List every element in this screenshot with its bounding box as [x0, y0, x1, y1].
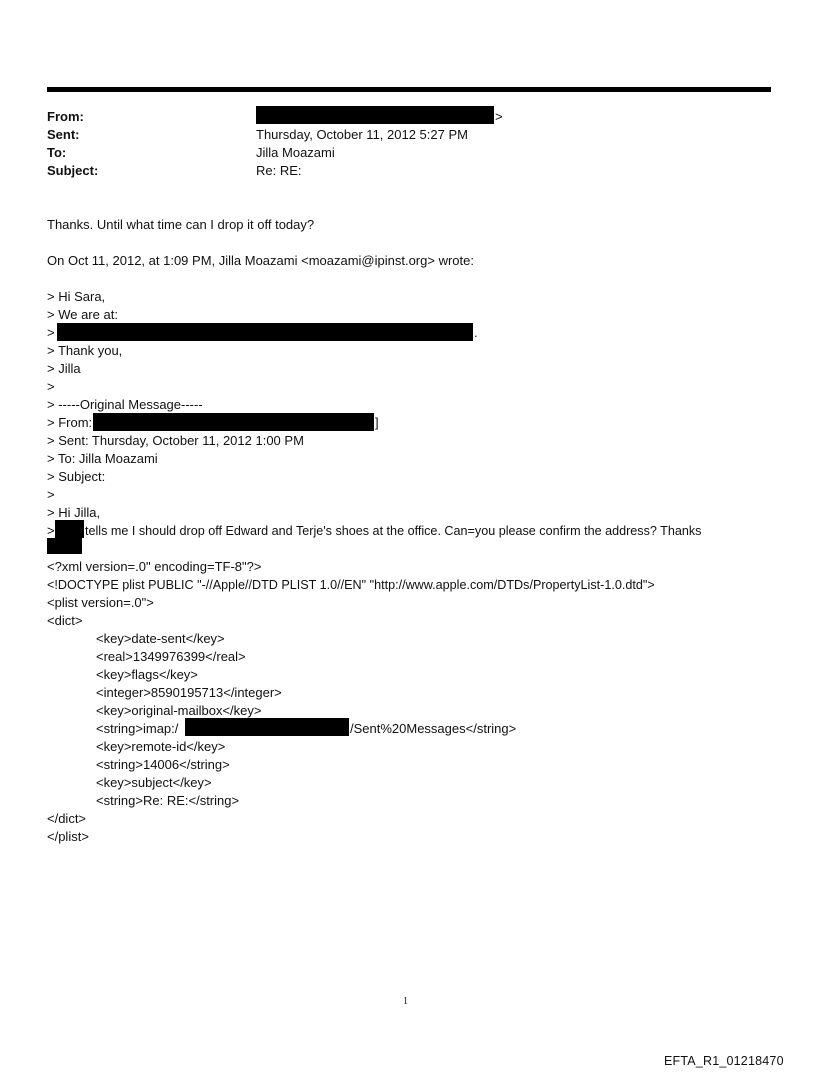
plist-line: <key>subject</key>: [96, 775, 212, 790]
sent-value: Thursday, October 11, 2012 5:27 PM: [256, 127, 468, 142]
redaction-from: [256, 106, 494, 124]
quoted-line: > Thank you,: [47, 343, 123, 358]
quoted-line-prefix: >: [47, 523, 55, 538]
quoted-line: > Subject:: [47, 469, 106, 484]
to-label: To:: [47, 145, 67, 160]
quoted-line: > Sent: Thursday, October 11, 2012 1:00 PM: [47, 433, 304, 448]
redaction-sender: [93, 413, 374, 431]
sent-label: Sent:: [47, 127, 80, 142]
quoted-line: tells me I should drop off Edward and Terje's shoes at the office. Can=you please confirm the address? Thanks: [85, 524, 702, 538]
quoted-line: > Jilla: [47, 361, 81, 376]
to-value: Jilla Moazami: [256, 145, 335, 160]
quoted-line: > We are at:: [47, 307, 118, 322]
subject-value: Re: RE:: [256, 163, 302, 178]
plist-line-prefix: <string>imap:/: [96, 721, 179, 736]
redaction-name: [55, 520, 84, 538]
plist-line: <integer>8590195713</integer>: [96, 685, 282, 700]
plist-line: <dict>: [47, 613, 83, 628]
attribution-line: On Oct 11, 2012, at 1:09 PM, Jilla Moazami <moazami@ipinst.org> wrote:: [47, 253, 474, 268]
quoted-line: >: [47, 379, 55, 394]
plist-line: <key>flags</key>: [96, 667, 198, 682]
redaction-address: [57, 323, 473, 341]
plist-line: <key>original-mailbox</key>: [96, 703, 262, 718]
plist-line: <!DOCTYPE plist PUBLIC "-//Apple//DTD PLIST 1.0//EN" "http://www.apple.com/DTDs/PropertyList-1.0.dtd">: [47, 578, 655, 592]
quoted-line: > -----Original Message-----: [47, 397, 203, 412]
redaction-signature: [47, 538, 82, 554]
page-number: 1: [403, 996, 408, 1007]
plist-line: <string>Re: RE:</string>: [96, 793, 240, 808]
from-label: From:: [47, 109, 84, 124]
plist-line: <plist version=.0">: [47, 595, 154, 610]
reply-text: Thanks. Until what time can I drop it off today?: [47, 217, 315, 232]
plist-line: </dict>: [47, 811, 87, 826]
quoted-line: > Hi Jilla,: [47, 505, 101, 520]
quoted-line-suffix: ]: [375, 415, 379, 430]
document-id: EFTA_R1_01218470: [664, 1054, 784, 1068]
quoted-line: >: [47, 487, 55, 502]
quoted-line-prefix: > From:: [47, 415, 93, 430]
quoted-line-suffix: .: [474, 325, 478, 340]
plist-line: <real>1349976399</real>: [96, 649, 246, 664]
plist-line: <?xml version=.0" encoding=TF-8"?>: [47, 559, 262, 574]
quoted-line: > Hi Sara,: [47, 289, 106, 304]
plist-line-suffix: /Sent%20Messages</string>: [350, 721, 517, 736]
quoted-line: > To: Jilla Moazami: [47, 451, 158, 466]
quoted-line-prefix: >: [47, 325, 55, 340]
plist-line: <key>date-sent</key>: [96, 631, 225, 646]
plist-line: </plist>: [47, 829, 89, 844]
redaction-mailbox: [185, 718, 349, 736]
plist-line: <string>14006</string>: [96, 757, 230, 772]
plist-line: <key>remote-id</key>: [96, 739, 226, 754]
subject-label: Subject:: [47, 163, 99, 178]
from-suffix: >: [495, 109, 503, 124]
header-rule: [47, 87, 771, 92]
